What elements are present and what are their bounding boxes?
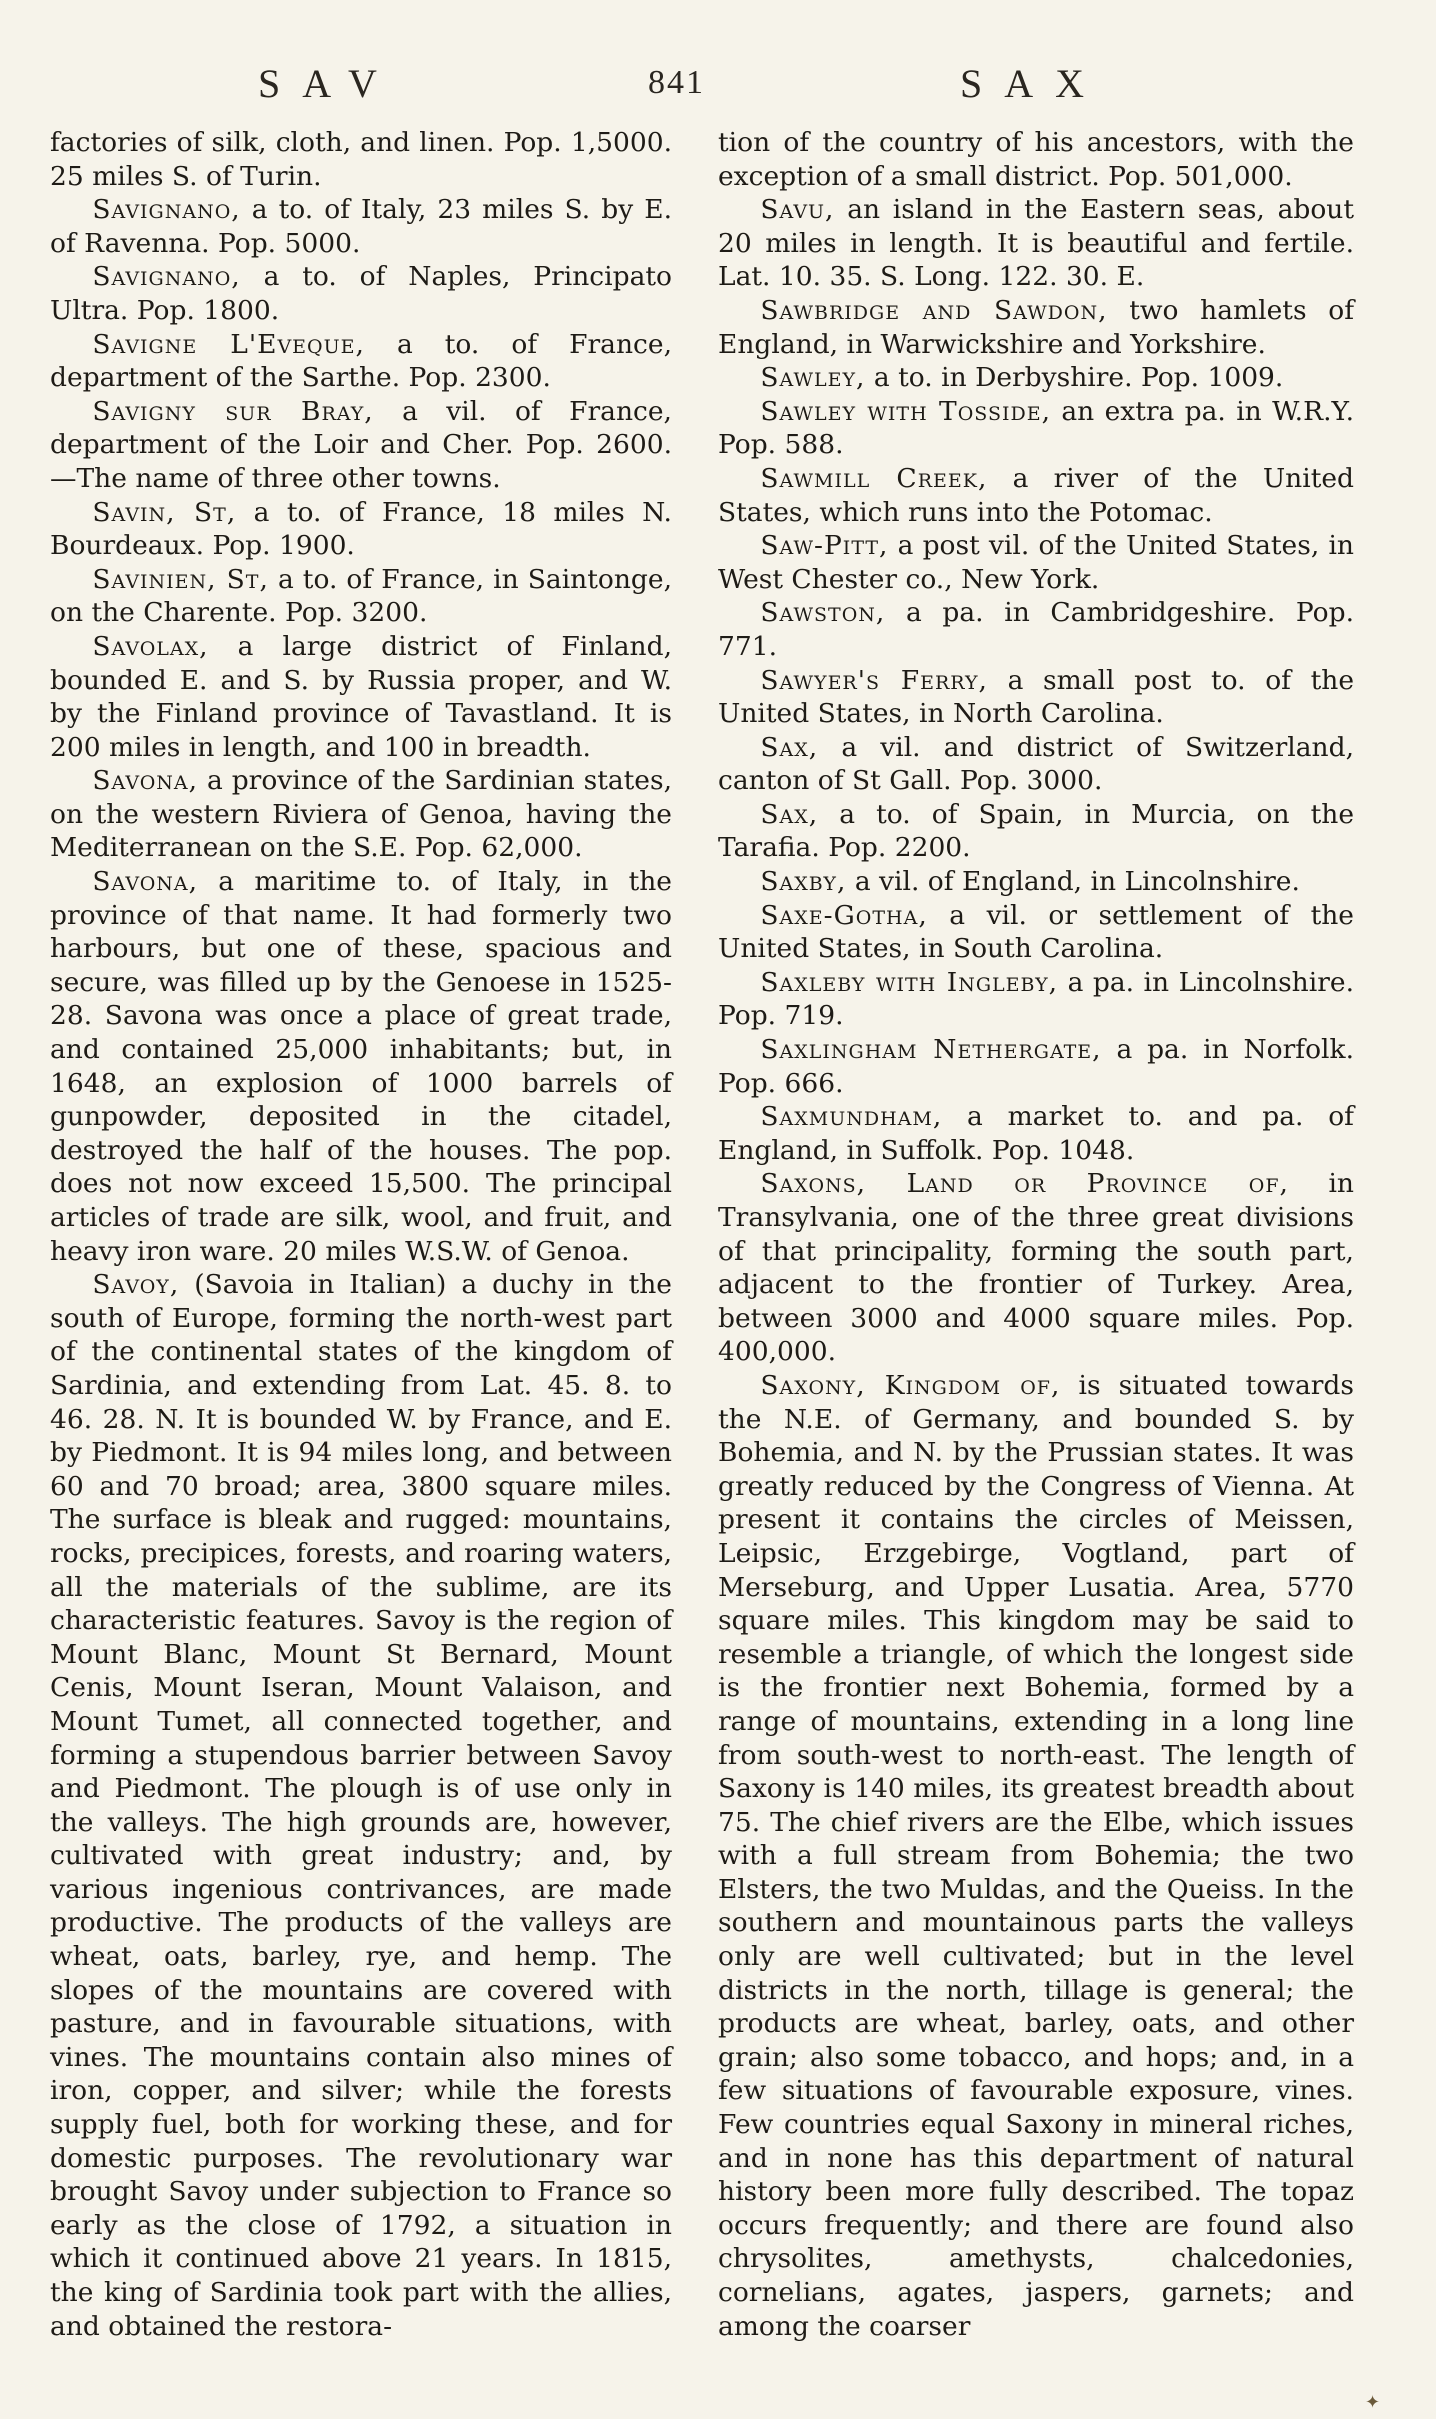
entry-text: a to. of Spain, in Murcia, on the Tarafia. Pop. 2200.	[718, 798, 1354, 864]
entry-headword: Saxlingham Nethergate,	[760, 1034, 1102, 1066]
entry-headword: Savignano,	[92, 261, 241, 293]
entry-text: a pa. in Lincolnshire. Pop. 719.	[718, 966, 1354, 1032]
entry-headword: Sawyer's Ferry,	[760, 664, 988, 696]
entry-headword: Savona,	[92, 765, 199, 797]
entry-headword: Savu,	[760, 194, 835, 226]
entry-headword: Saxons, Land or Province of,	[760, 1168, 1289, 1200]
entry-headword: Savin, St,	[92, 496, 237, 528]
entry-text: a market to. and pa. of England, in Suffolk. Pop. 1048.	[718, 1101, 1354, 1166]
gazetteer-entry	[50, 865, 672, 1268]
entry-text: tion of the country of his ancestors, with the exception of a small district. Pop. 501,000.	[718, 127, 1354, 192]
entry-text: factories of silk, cloth, and linen. Pop. 1,5000. 25 miles S. of Turin.	[50, 127, 672, 192]
running-header	[0, 60, 1436, 110]
header-left-guide: SAV	[258, 61, 399, 106]
entry-text: a vil. and district of Switzerland, canton of St Gall. Pop. 3000.	[718, 731, 1354, 797]
entry-text: a to. of Naples, Principato Ultra. Pop. 1800.	[50, 261, 672, 326]
entry-headword: Sawley with Tosside,	[760, 395, 1052, 427]
gazetteer-entry	[718, 361, 1354, 395]
entry-headword: Sawbridge and Sawdon,	[760, 294, 1108, 326]
gazetteer-entry	[50, 1268, 672, 2343]
entry-text: a vil. or settlement of the United States, in South Carolina.	[718, 899, 1354, 965]
gazetteer-entry	[718, 899, 1354, 966]
gazetteer-entry	[718, 1167, 1354, 1369]
entry-headword: Savigne L'Eveque,	[92, 328, 365, 360]
entry-headword: Savinien, St,	[92, 563, 269, 595]
gazetteer-entry	[718, 294, 1354, 361]
entry-headword: Sawley,	[760, 362, 866, 394]
gazetteer-entry	[718, 1033, 1354, 1100]
gazetteer-entry	[718, 865, 1354, 899]
entry-text: a to. of France, 18 miles N. Bourdeaux. Pop. 1900.	[50, 496, 672, 562]
entry-text: a post vil. of the United States, in West Chester co., New York.	[718, 530, 1354, 595]
entry-text: an island in the Eastern seas, about 20 miles in length. It is beautiful and fertile. Lat. 10. 35. S. Long. 122. 30. E.	[718, 194, 1354, 293]
gazetteer-entry	[718, 596, 1354, 663]
entry-headword: Saxe-Gotha,	[760, 899, 928, 931]
entry-text: a small post to. of the United States, in North Carolina.	[718, 664, 1354, 730]
gazetteer-entry	[718, 664, 1354, 731]
entry-text: a pa. in Norfolk. Pop. 666.	[718, 1034, 1354, 1099]
entry-text: a pa. in Cambridgeshire. Pop. 771.	[718, 597, 1354, 662]
entry-text: an extra pa. in W.R.Y. Pop. 588.	[718, 395, 1354, 461]
entry-text: two hamlets of England, in Warwickshire and Yorkshire.	[718, 294, 1354, 360]
entry-headword: Saxleby with Ingleby,	[760, 966, 1059, 998]
entry-headword: Saw-Pitt,	[760, 530, 889, 562]
entry-headword: Sawmill Creek,	[760, 462, 988, 494]
header-right-guide: SAX	[960, 61, 1107, 106]
entry-headword: Sax,	[760, 731, 819, 763]
entry-text: a large district of Finland, bounded E. and S. by Russia proper, and W. by the Finland province of Tavastland. It is 200 miles in length, and 100 in breadth.	[50, 630, 672, 763]
entry-headword: Saxony, Kingdom of,	[760, 1369, 1061, 1401]
gazetteer-entry	[50, 193, 672, 260]
gazetteer-entry	[718, 395, 1354, 462]
gazetteer-entry	[718, 1100, 1354, 1167]
page-number: 841	[648, 64, 705, 101]
gazetteer-entry	[50, 328, 672, 395]
entry-headword: Savona,	[92, 866, 199, 898]
entry-text: a vil. of England, in Lincolnshire.	[846, 866, 1300, 898]
gazetteer-entry	[50, 126, 672, 193]
entry-headword: Saxmundham,	[760, 1101, 943, 1133]
gazetteer-entry	[718, 1369, 1354, 2343]
gazetteer-entry	[718, 798, 1354, 865]
gazetteer-entry	[50, 260, 672, 327]
entry-text: a to. of France, department of the Sarthe. Pop. 2300.	[50, 328, 672, 394]
entry-headword: Savignano,	[92, 194, 241, 226]
gazetteer-entry	[718, 462, 1354, 529]
entry-text: is situated towards the N.E. of Germany, and bounded S. by Bohemia, and N. by the Prussian states. It was greatly reduced by the Congress of Vienna. At present it contains the circles of Meissen, Leipsic, Erzgebirge, Vogtland, part of Merseburg, and Upper Lusatia. Area, 5770 square miles. This kingdom may be said to resemble a triangle, of which the longest side is the frontier next Bohemia, formed by a range of mountains, extending in a long line from south-west to north-east. The length of Saxony is 140 miles, its greatest breadth about 75. The chief rivers are the Elbe, which issues with a full stream from Bohemia; the two Elsters, the two Muldas, and the Queiss. In the southern and mountainous parts the valleys only are well cultivated; but in the level districts in the north, tillage is general; the products are wheat, barley, oats, and other grain; also some tobacco, and hops; and, in a few situations of favourable exposure, vines. Few countries equal Saxony in mineral riches, and in none has this department of natural history been more fully described. The topaz occurs frequently; and there are found also chrysolites, amethysts, chalcedonies, cornelians, agates, jaspers, garnets; and among the coarser	[718, 1369, 1354, 2342]
right-column	[718, 126, 1354, 2343]
gazetteer-entry	[718, 731, 1354, 798]
gazetteer-entry	[718, 966, 1354, 1033]
gazetteer-entry	[50, 496, 672, 563]
gazetteer-entry	[718, 529, 1354, 596]
entry-text: (Savoia in Italian) a duchy in the south of Europe, forming the north-west part of the continental states of the kingdom of Sardinia, and extending from Lat. 45. 8. to 46. 28. N. It is bounded W. by France, and E. by Piedmont. It is 94 miles long, and between 60 and 70 broad; area, 3800 square miles. The surface is bleak and rugged: mountains, rocks, precipices, forests, and roaring waters, all the materials of the sublime, are its characteristic features. Savoy is the region of Mount Blanc, Mount St Bernard, Mount Cenis, Mount Iseran, Mount Valaison, and Mount Tumet, all connected together, and forming a stupendous barrier between Savoy and Piedmont. The plough is of use only in the valleys. The high grounds are, however, cultivated with great industry; and, by various ingenious contrivances, are made productive. The products of the valleys are wheat, oats, barley, rye, and hemp. The slopes of the mountains are covered with pasture, and in favourable situations, with vines. The mountains contain also mines of iron, copper, and silver; while the forests supply fuel, both for working these, and for domestic purposes. The revolutionary war brought Savoy under subjection to France so early as the close of 1792, a situation in which it continued above 21 years. In 1815, the king of Sardinia took part with the allies, and obtained the restora-	[50, 1269, 672, 2342]
gazetteer-entry	[50, 563, 672, 630]
entry-headword: Sawston,	[760, 597, 886, 629]
entry-text: a province of the Sardinian states, on the western Riviera of Genoa, having the Mediterranean on the S.E. Pop. 62,000.	[50, 765, 672, 864]
entry-text: a to. in Derbyshire. Pop. 1009.	[865, 362, 1284, 394]
entry-text: a to. of France, in Saintonge, on the Charente. Pop. 3200.	[50, 563, 672, 629]
gazetteer-entry	[50, 764, 672, 865]
gazetteer-entry	[718, 126, 1354, 193]
gazetteer-entry	[718, 193, 1354, 294]
entry-headword: Saxby,	[760, 866, 847, 898]
entry-headword: Sax,	[760, 798, 819, 830]
entry-text: a vil. of France, department of the Loir and Cher. Pop. 2600. —The name of three other towns.	[50, 395, 672, 494]
entry-headword: Savigny sur Bray,	[92, 395, 374, 427]
gazetteer-entry	[50, 395, 672, 496]
left-column	[50, 126, 672, 2343]
entry-text: a river of the United States, which runs into the Potomac.	[718, 462, 1354, 528]
entry-text: in Transylvania, one of the three great divisions of that principality, forming the south part, adjacent to the frontier of Turkey. Area, between 3000 and 4000 square miles. Pop. 400,000.	[718, 1168, 1354, 1368]
gazetteer-entry	[50, 630, 672, 764]
entry-headword: Savolax,	[92, 630, 209, 662]
entry-text: a maritime to. of Italy, in the province of that name. It had formerly two harbours, but one of these, spacious and secure, was filled up by the Genoese in 1525-28. Savona was once a place of great trade, and contained 25,000 inhabitants; but, in 1648, an explosion of 1000 barrels of gunpowder, deposited in the citadel, destroyed the half of the houses. The pop. does not now exceed 15,500. The principal articles of trade are silk, wool, and fruit, and heavy iron ware. 20 miles W.S.W. of Genoa.	[50, 866, 672, 1267]
printer-mark: ✦	[1365, 2392, 1381, 2413]
entry-headword: Savoy,	[92, 1269, 180, 1301]
entry-text: a to. of Italy, 23 miles S. by E. of Ravenna. Pop. 5000.	[50, 194, 672, 259]
